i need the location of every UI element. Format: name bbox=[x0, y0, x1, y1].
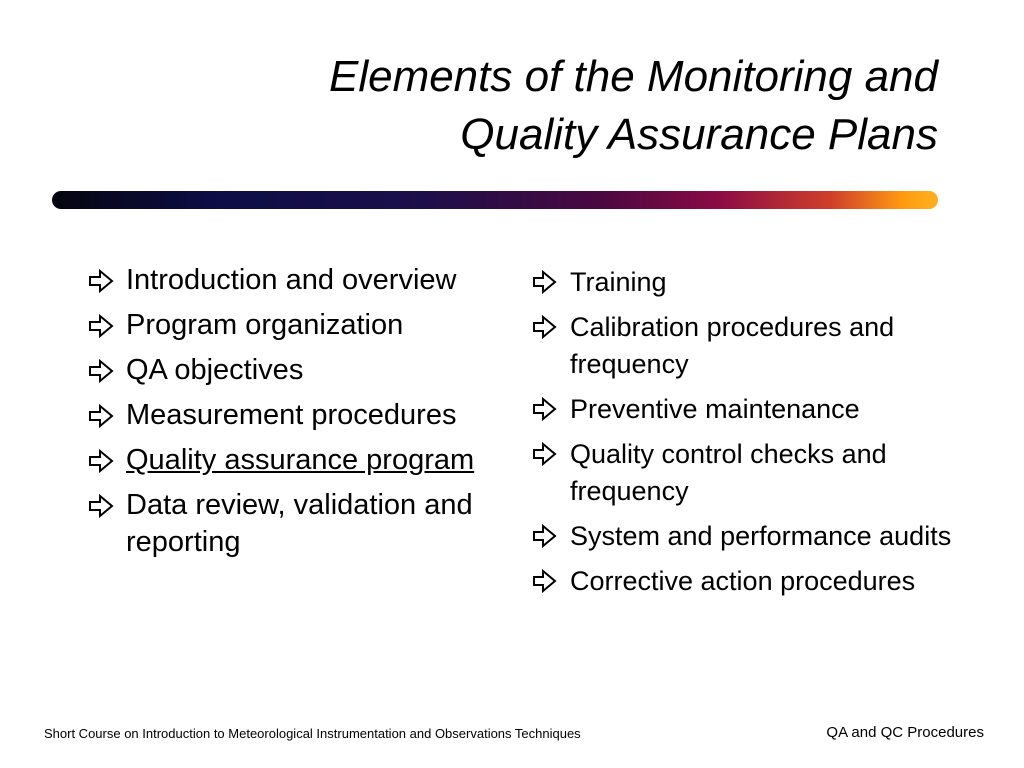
arrow-bullet-icon bbox=[88, 307, 118, 344]
right-bullet-list bbox=[532, 264, 952, 608]
bullet-text: Corrective action procedures bbox=[570, 566, 916, 596]
list-item bbox=[532, 436, 952, 510]
list-item bbox=[88, 352, 488, 389]
slide-title-line-2: Quality Assurance Plans bbox=[460, 110, 938, 159]
quality-assurance-program-link[interactable]: Quality assurance program bbox=[126, 444, 475, 476]
list-item bbox=[88, 442, 488, 479]
list-item bbox=[532, 563, 952, 600]
arrow-bullet-icon bbox=[88, 442, 118, 479]
arrow-bullet-icon bbox=[532, 436, 562, 473]
arrow-bullet-icon bbox=[532, 391, 562, 428]
slide-title-line-1: Elements of the Monitoring and bbox=[328, 52, 938, 101]
arrow-bullet-icon bbox=[532, 309, 562, 346]
bullet-text: Calibration procedures and frequency bbox=[570, 312, 895, 379]
bullet-text: Data review, validation and reporting bbox=[126, 489, 473, 558]
bullet-text: Quality control checks and frequency bbox=[570, 439, 887, 506]
arrow-bullet-icon bbox=[532, 518, 562, 555]
list-item bbox=[532, 518, 952, 555]
arrow-bullet-icon bbox=[88, 262, 118, 299]
bullet-text: QA objectives bbox=[126, 354, 304, 386]
list-item bbox=[532, 264, 952, 301]
arrow-bullet-icon bbox=[88, 397, 118, 434]
list-item bbox=[88, 397, 488, 434]
title-gradient-rule bbox=[52, 191, 938, 209]
bullet-text: Introduction and overview bbox=[126, 264, 457, 296]
arrow-bullet-icon bbox=[532, 563, 562, 600]
bullet-text: System and performance audits bbox=[570, 521, 952, 551]
arrow-bullet-icon bbox=[88, 487, 118, 524]
arrow-bullet-icon bbox=[532, 264, 562, 301]
bullet-text: Program organization bbox=[126, 309, 404, 341]
list-item bbox=[532, 391, 952, 428]
arrow-bullet-icon bbox=[88, 352, 118, 389]
bullet-text: Training bbox=[570, 267, 667, 297]
bullet-text: Preventive maintenance bbox=[570, 394, 860, 424]
list-item bbox=[88, 487, 488, 561]
footer-course-title: Short Course on Introduction to Meteorological Instrumentation and Observations Techniques bbox=[44, 726, 581, 741]
bullet-text: Measurement procedures bbox=[126, 399, 457, 431]
list-item bbox=[532, 309, 952, 383]
list-item bbox=[88, 307, 488, 344]
slide-title bbox=[78, 48, 938, 164]
footer-section-title: QA and QC Procedures bbox=[826, 724, 984, 741]
left-bullet-list bbox=[88, 262, 488, 569]
list-item bbox=[88, 262, 488, 299]
